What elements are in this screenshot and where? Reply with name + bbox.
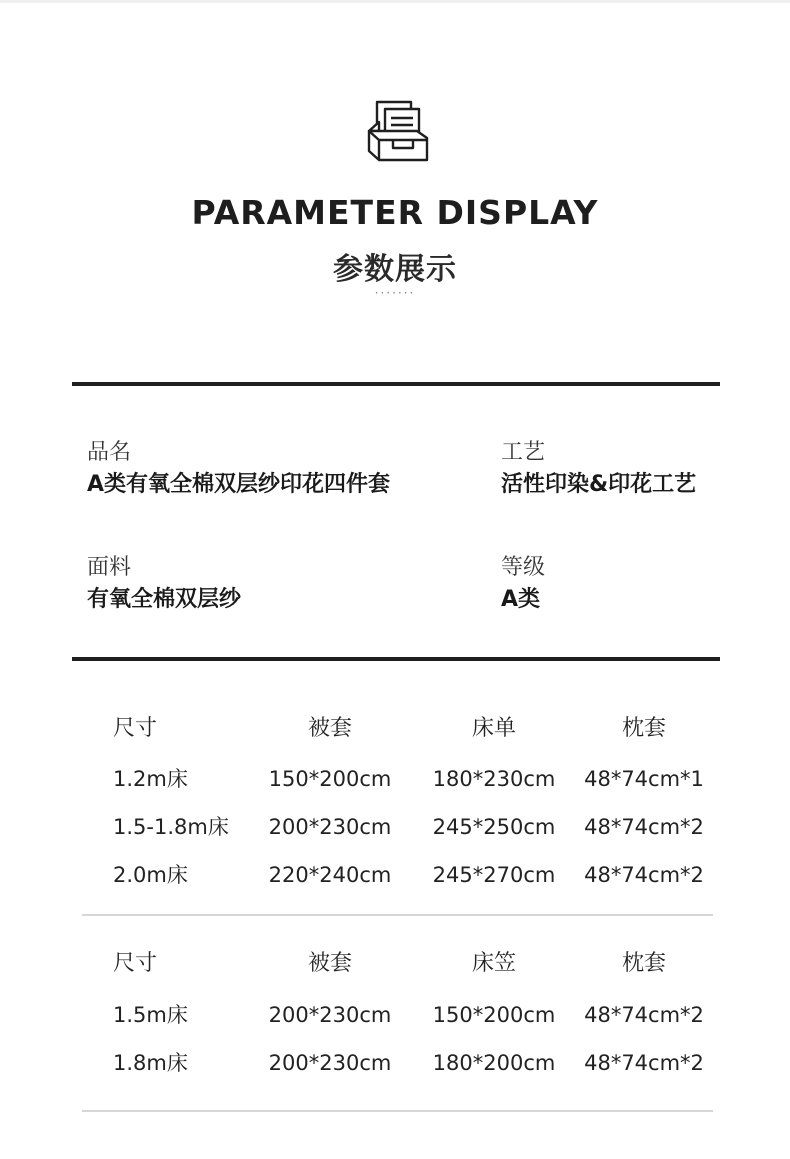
header-cell: 被套 bbox=[307, 951, 352, 976]
param-value: A类 bbox=[501, 587, 541, 612]
table-header-row bbox=[82, 949, 713, 979]
table-row bbox=[82, 812, 713, 842]
param-grade bbox=[501, 553, 545, 617]
table-header-row bbox=[82, 714, 713, 744]
table-cell: 220*240cm bbox=[268, 863, 392, 887]
table-cell: 245*250cm bbox=[432, 815, 556, 839]
params-top-rule bbox=[72, 382, 720, 386]
document-tray-icon bbox=[365, 98, 431, 164]
table-cell: 2.0m床 bbox=[113, 863, 188, 887]
table-cell: 200*230cm bbox=[268, 815, 392, 839]
table-cell: 180*230cm bbox=[432, 767, 556, 791]
table-row bbox=[82, 1048, 713, 1078]
table-cell: 1.8m床 bbox=[113, 1051, 188, 1075]
header-cell: 被套 bbox=[307, 716, 352, 741]
table-cell: 48*74cm*2 bbox=[584, 815, 704, 839]
param-value: A类有氧全棉双层纱印花四件套 bbox=[87, 472, 391, 497]
table-cell: 200*230cm bbox=[268, 1003, 392, 1027]
table-row bbox=[82, 860, 713, 890]
header-cell: 床笠 bbox=[471, 951, 516, 976]
table-row bbox=[82, 1000, 713, 1030]
table-cell: 150*200cm bbox=[432, 1003, 556, 1027]
param-value: 活性印染&印花工艺 bbox=[501, 472, 697, 497]
param-label: 品名 bbox=[87, 440, 132, 465]
param-value: 有氧全棉双层纱 bbox=[87, 587, 242, 612]
table-cell: 150*200cm bbox=[268, 767, 392, 791]
page-title-english: PARAMETER DISPLAY bbox=[191, 193, 599, 232]
header-cell: 尺寸 bbox=[113, 951, 158, 976]
table-cell: 48*74cm*1 bbox=[584, 767, 704, 791]
header-cell: 尺寸 bbox=[113, 716, 158, 741]
table-cell: 1.2m床 bbox=[113, 767, 188, 791]
param-label: 等级 bbox=[501, 555, 546, 580]
table-cell: 48*74cm*2 bbox=[584, 863, 704, 887]
header-cell: 枕套 bbox=[621, 716, 666, 741]
table-cell: 180*200cm bbox=[432, 1051, 556, 1075]
header-cell: 枕套 bbox=[621, 951, 666, 976]
param-craft bbox=[501, 438, 696, 502]
table-cell: 1.5-1.8m床 bbox=[113, 815, 229, 839]
page-title-chinese: 参数展示 bbox=[333, 252, 457, 287]
table-cell: 1.5m床 bbox=[113, 1003, 188, 1027]
table-divider bbox=[82, 914, 713, 916]
param-label: 工艺 bbox=[501, 440, 546, 465]
table-cell: 48*74cm*2 bbox=[584, 1051, 704, 1075]
table-bottom-divider bbox=[82, 1110, 713, 1112]
top-divider bbox=[0, 0, 790, 3]
params-bottom-rule bbox=[72, 657, 720, 661]
table-cell: 48*74cm*2 bbox=[584, 1003, 704, 1027]
param-product-name bbox=[87, 438, 390, 502]
table-cell: 200*230cm bbox=[268, 1051, 392, 1075]
header-cell: 床单 bbox=[471, 716, 516, 741]
table-row bbox=[82, 764, 713, 794]
title-dots-divider: ······· bbox=[374, 286, 416, 300]
table-cell: 245*270cm bbox=[432, 863, 556, 887]
param-label: 面料 bbox=[87, 555, 132, 580]
param-fabric bbox=[87, 553, 241, 617]
